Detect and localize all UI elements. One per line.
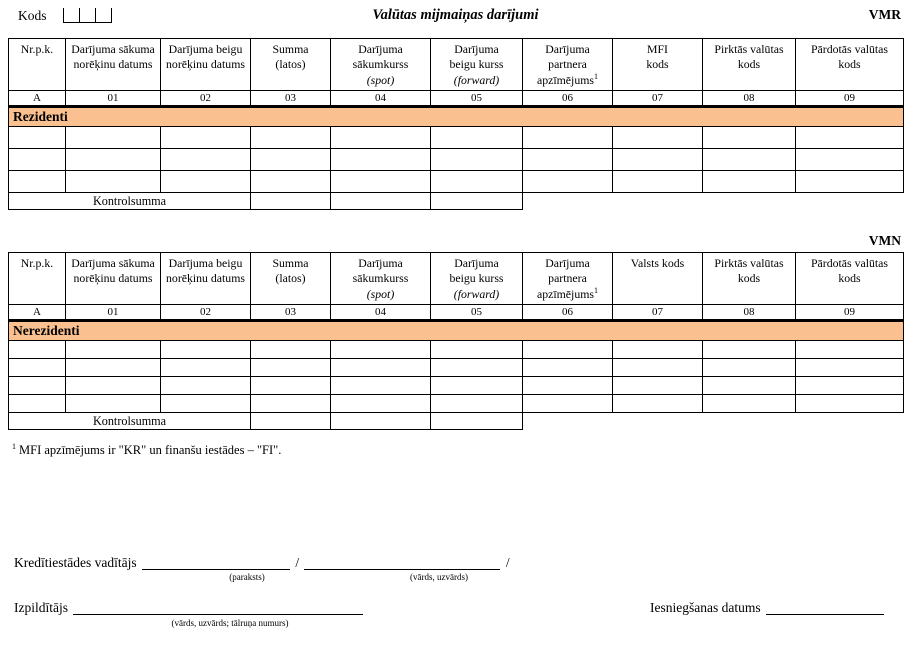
data-cell[interactable]	[251, 127, 331, 149]
col-code: 05	[431, 305, 523, 321]
kods-input-boxes[interactable]	[63, 8, 112, 23]
section-label-nerezidenti: Nerezidenti	[9, 321, 904, 341]
data-cell[interactable]	[796, 127, 904, 149]
data-cell[interactable]	[523, 341, 613, 359]
slash: /	[505, 555, 510, 570]
data-cell[interactable]	[9, 359, 66, 377]
table-row	[9, 149, 904, 171]
vmr-table	[8, 38, 904, 210]
col-code: 03	[251, 91, 331, 107]
table-row	[9, 377, 904, 395]
kontrolsumma-cell[interactable]	[251, 413, 331, 430]
data-cell[interactable]	[9, 127, 66, 149]
data-cell[interactable]	[431, 359, 523, 377]
data-cell[interactable]	[161, 149, 251, 171]
data-cell[interactable]	[523, 359, 613, 377]
col-header-pirktas-valutas-kods: Pirktās valūtas kods	[703, 39, 796, 91]
header-row	[9, 39, 904, 91]
data-cell[interactable]	[66, 359, 161, 377]
kontrolsumma-cell[interactable]	[431, 193, 523, 210]
data-cell[interactable]	[66, 171, 161, 193]
data-cell[interactable]	[703, 359, 796, 377]
data-cell[interactable]	[613, 395, 703, 413]
kontrolsumma-row	[9, 193, 904, 210]
col-code: 05	[431, 91, 523, 107]
paraksts-hint: (paraksts)	[229, 572, 265, 582]
iesniegsanas-datums-line	[650, 600, 886, 616]
vmn-label: VMN	[868, 233, 901, 248]
data-cell[interactable]	[9, 149, 66, 171]
data-cell[interactable]	[703, 395, 796, 413]
slash: /	[295, 555, 300, 570]
data-cell[interactable]	[161, 359, 251, 377]
data-cell[interactable]	[9, 377, 66, 395]
section-row-nerezidenti	[9, 321, 904, 341]
data-cell[interactable]	[796, 359, 904, 377]
data-cell[interactable]	[796, 377, 904, 395]
col-header-sakumkurss: Darījuma sākumkurss (spot)	[331, 39, 431, 91]
data-cell[interactable]	[9, 395, 66, 413]
data-cell[interactable]	[431, 149, 523, 171]
kontrolsumma-cell[interactable]	[331, 193, 431, 210]
data-cell[interactable]	[431, 127, 523, 149]
col-header-beigu-datums: Darījuma beigu norēķinu datums	[161, 39, 251, 91]
col-header-partnera-apzimejums: Darījuma partnera apzīmējums$^1$	[523, 253, 613, 305]
table-row	[9, 359, 904, 377]
data-cell[interactable]	[796, 395, 904, 413]
data-cell[interactable]	[703, 377, 796, 395]
empty-area	[523, 413, 904, 430]
col-header-mfi-kods: MFI kods	[613, 39, 703, 91]
data-cell[interactable]	[251, 149, 331, 171]
data-cell[interactable]	[251, 377, 331, 395]
data-cell[interactable]	[431, 341, 523, 359]
col-header-pirktas-valutas-kods: Pirktās valūtas kods	[703, 253, 796, 305]
name-blank[interactable]	[304, 555, 500, 570]
col-header-sakuma-datums: Darījuma sākuma norēķinu datums	[66, 253, 161, 305]
code-row	[9, 305, 904, 321]
kontrolsumma-cell[interactable]	[331, 413, 431, 430]
data-cell[interactable]	[431, 171, 523, 193]
data-cell[interactable]	[523, 127, 613, 149]
col-header-pardotas-valutas-kods: Pārdotās valūtas kods	[796, 39, 904, 91]
kontrolsumma-cell[interactable]	[431, 413, 523, 430]
data-cell[interactable]	[251, 395, 331, 413]
col-header-nrpk: Nr.p.k.	[9, 39, 66, 91]
data-cell[interactable]	[331, 171, 431, 193]
vmr-label: VMR	[868, 7, 901, 22]
col-header-beigu-datums: Darījuma beigu norēķinu datums	[161, 253, 251, 305]
data-cell[interactable]	[523, 395, 613, 413]
data-cell[interactable]	[331, 341, 431, 359]
col-header-sakuma-datums: Darījuma sākuma norēķinu datums	[66, 39, 161, 91]
data-cell[interactable]	[796, 149, 904, 171]
data-cell[interactable]	[66, 341, 161, 359]
data-cell[interactable]	[703, 171, 796, 193]
data-cell[interactable]	[431, 377, 523, 395]
manager-label: Kredītiestādes vadītājs	[14, 555, 137, 570]
data-cell[interactable]	[66, 377, 161, 395]
col-code: 01	[66, 91, 161, 107]
col-code: 06	[523, 91, 613, 107]
col-header-summa: Summa (latos)	[251, 39, 331, 91]
izpilditajs-blank[interactable]	[73, 600, 363, 615]
data-cell[interactable]	[161, 395, 251, 413]
col-code: 07	[613, 91, 703, 107]
table-row	[9, 395, 904, 413]
data-cell[interactable]	[523, 377, 613, 395]
data-cell[interactable]	[161, 127, 251, 149]
data-cell[interactable]	[613, 127, 703, 149]
col-code: 01	[66, 305, 161, 321]
col-code: 07	[613, 305, 703, 321]
col-code: A	[9, 91, 66, 107]
kontrolsumma-label: Kontrolsumma	[9, 413, 251, 430]
kontrolsumma-cell[interactable]	[251, 193, 331, 210]
data-cell[interactable]	[66, 149, 161, 171]
col-code: A	[9, 305, 66, 321]
section-row-rezidenti	[9, 107, 904, 127]
vards-uzvards-hint: (vārds, uzvārds)	[410, 572, 468, 582]
code-row	[9, 91, 904, 107]
col-header-pardotas-valutas-kods: Pārdotās valūtas kods	[796, 253, 904, 305]
section-label-rezidenti: Rezidenti	[9, 107, 904, 127]
col-code: 04	[331, 305, 431, 321]
data-cell[interactable]	[613, 341, 703, 359]
data-cell[interactable]	[66, 395, 161, 413]
col-header-beigu-kurss: Darījuma beigu kurss (forward)	[431, 39, 523, 91]
data-cell[interactable]	[251, 171, 331, 193]
data-cell[interactable]	[523, 171, 613, 193]
data-cell[interactable]	[613, 359, 703, 377]
col-code: 09	[796, 305, 904, 321]
signature-blank[interactable]	[142, 555, 290, 570]
footnote-text: MFI apzīmējums ir "KR" un finanšu iestādes – "FI".	[19, 443, 282, 457]
col-code: 03	[251, 305, 331, 321]
manager-signature-line	[14, 555, 510, 571]
data-cell[interactable]	[703, 341, 796, 359]
col-code: 08	[703, 305, 796, 321]
vmn-table	[8, 252, 904, 430]
table-row	[9, 171, 904, 193]
data-cell[interactable]	[331, 359, 431, 377]
data-cell[interactable]	[796, 341, 904, 359]
table-row	[9, 341, 904, 359]
data-cell[interactable]	[613, 377, 703, 395]
data-cell[interactable]	[331, 395, 431, 413]
data-cell[interactable]	[613, 171, 703, 193]
data-cell[interactable]	[66, 127, 161, 149]
col-header-summa: Summa (latos)	[251, 253, 331, 305]
data-cell[interactable]	[796, 171, 904, 193]
data-cell[interactable]	[613, 149, 703, 171]
kods-box[interactable]	[79, 8, 96, 23]
kods-field	[18, 8, 112, 24]
form-title: Valūtas mijmaiņas darījumi	[372, 7, 539, 23]
data-cell[interactable]	[251, 359, 331, 377]
col-code: 02	[161, 91, 251, 107]
col-header-valsts-kods: Valsts kods	[613, 253, 703, 305]
data-cell[interactable]	[331, 127, 431, 149]
data-cell[interactable]	[9, 341, 66, 359]
data-cell[interactable]	[703, 127, 796, 149]
izpilditajs-hint: (vārds, uzvārds; tālruņa numurs)	[171, 618, 289, 628]
kods-box[interactable]	[95, 8, 112, 23]
data-cell[interactable]	[703, 149, 796, 171]
footnote-sup: 1	[12, 441, 16, 451]
kontrolsumma-label: Kontrolsumma	[9, 193, 251, 210]
data-cell[interactable]	[161, 171, 251, 193]
iesniegsanas-datums-label: Iesniegšanas datums	[650, 600, 761, 615]
col-code: 09	[796, 91, 904, 107]
col-code: 04	[331, 91, 431, 107]
data-cell[interactable]	[431, 395, 523, 413]
col-code: 02	[161, 305, 251, 321]
izpilditajs-label: Izpildītājs	[14, 600, 68, 615]
data-cell[interactable]	[251, 341, 331, 359]
col-code: 06	[523, 305, 613, 321]
col-header-partnera-apzimejums: Darījuma partnera apzīmējums$^1$	[523, 39, 613, 91]
col-header-sakumkurss: Darījuma sākumkurss (spot)	[331, 253, 431, 305]
datums-blank[interactable]	[766, 600, 884, 615]
empty-area	[523, 193, 904, 210]
kods-box[interactable]	[63, 8, 80, 23]
table-row	[9, 127, 904, 149]
data-cell[interactable]	[161, 341, 251, 359]
data-cell[interactable]	[9, 171, 66, 193]
col-code: 08	[703, 91, 796, 107]
header-row	[9, 253, 904, 305]
data-cell[interactable]	[161, 377, 251, 395]
kontrolsumma-row	[9, 413, 904, 430]
data-cell[interactable]	[331, 377, 431, 395]
col-header-nrpk: Nr.p.k.	[9, 253, 66, 305]
col-header-beigu-kurss: Darījuma beigu kurss (forward)	[431, 253, 523, 305]
izpilditajs-line	[14, 600, 365, 616]
kods-label: Kods	[18, 8, 47, 23]
data-cell[interactable]	[523, 149, 613, 171]
data-cell[interactable]	[331, 149, 431, 171]
footnote	[12, 443, 281, 458]
